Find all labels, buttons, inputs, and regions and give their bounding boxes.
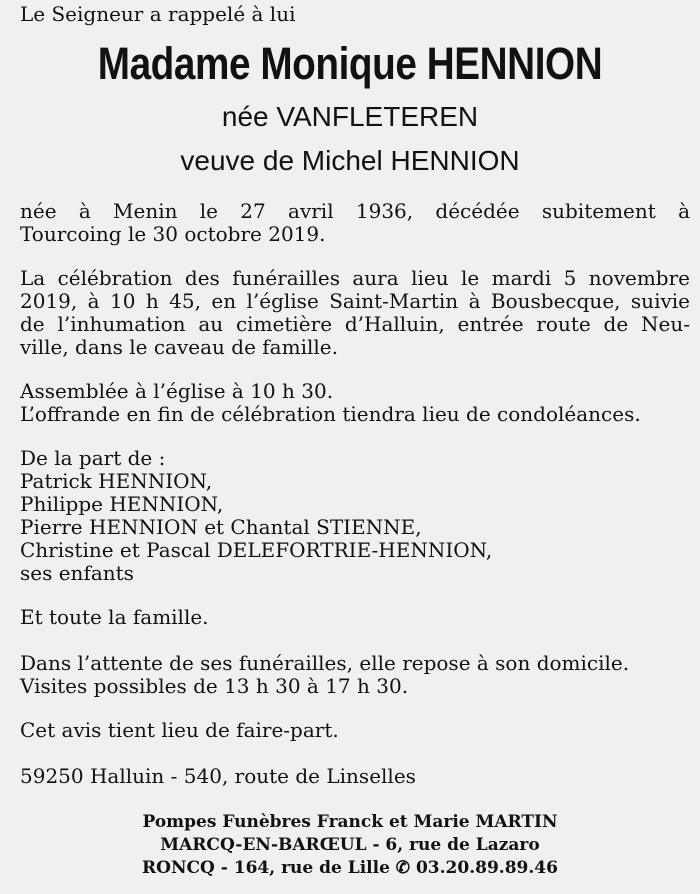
text-line: de l’inhumation au cimetière d’Halluin, entrée route de Neu- [20,312,690,336]
list-item: ses enfants [20,561,134,585]
funeral-home-block [0,811,700,880]
list-item: Christine et Pascal DELEFORTRIE-HENNION, [20,538,493,562]
birth-paragraph [20,200,690,246]
list-item: Pierre HENNION et Chantal STIENNE, [20,515,422,539]
ceremony-paragraph [20,267,690,359]
text-line: Tourcoing le 30 octobre 2019. [20,222,326,246]
text-line: La célébration des funérailles aura lieu le mardi 5 novembre [20,266,690,290]
funeral-home-name: Pompes Funèbres Franck et Marie MARTIN [142,812,558,832]
assembly-paragraph [20,380,690,426]
list-item: Philippe HENNION, [20,492,224,516]
text-line: Et toute la famille. [20,605,209,629]
text-line: Dans l’attente de ses funérailles, elle repose à son domicile. [20,651,630,675]
rest-paragraph [20,652,690,698]
list-item: De la part de : [20,446,166,470]
intro-line: Le Seigneur a rappelé à lui [20,2,296,26]
list-item: Patrick HENNION, [20,469,213,493]
notice-line [20,719,690,742]
family-list [20,447,690,585]
maiden-name: née VANFLETEREN [221,101,479,132]
text-line: 59250 Halluin - 540, route de Linselles [20,764,416,788]
text-line: Cet avis tient lieu de faire-part. [20,718,339,742]
text-line: née à Menin le 27 avril 1936, décédée subitement à [20,199,690,223]
widow-of: veuve de Michel HENNION [180,145,520,176]
text-line: 2019, à 10 h 45, en l’église Saint-Martin à Bousbecque, suivie [20,289,690,313]
text-line: L’offrande en fin de célébration tiendra lieu de condoléances. [20,402,641,426]
deceased-name: Madame Monique HENNION [97,38,603,89]
text-line: ville, dans le caveau de famille. [20,335,338,359]
text-line: Visites possibles de 13 h 30 à 17 h 30. [20,674,409,698]
whole-family [20,606,690,629]
home-address [20,765,690,788]
text-line: Assemblée à l’église à 10 h 30. [20,379,334,403]
funeral-home-address-1: MARCQ-EN-BARŒUL - 6, rue de Lazaro [160,835,540,855]
funeral-home-address-2: RONCQ - 164, rue de Lille ✆ 03.20.89.89.46 [142,858,558,878]
